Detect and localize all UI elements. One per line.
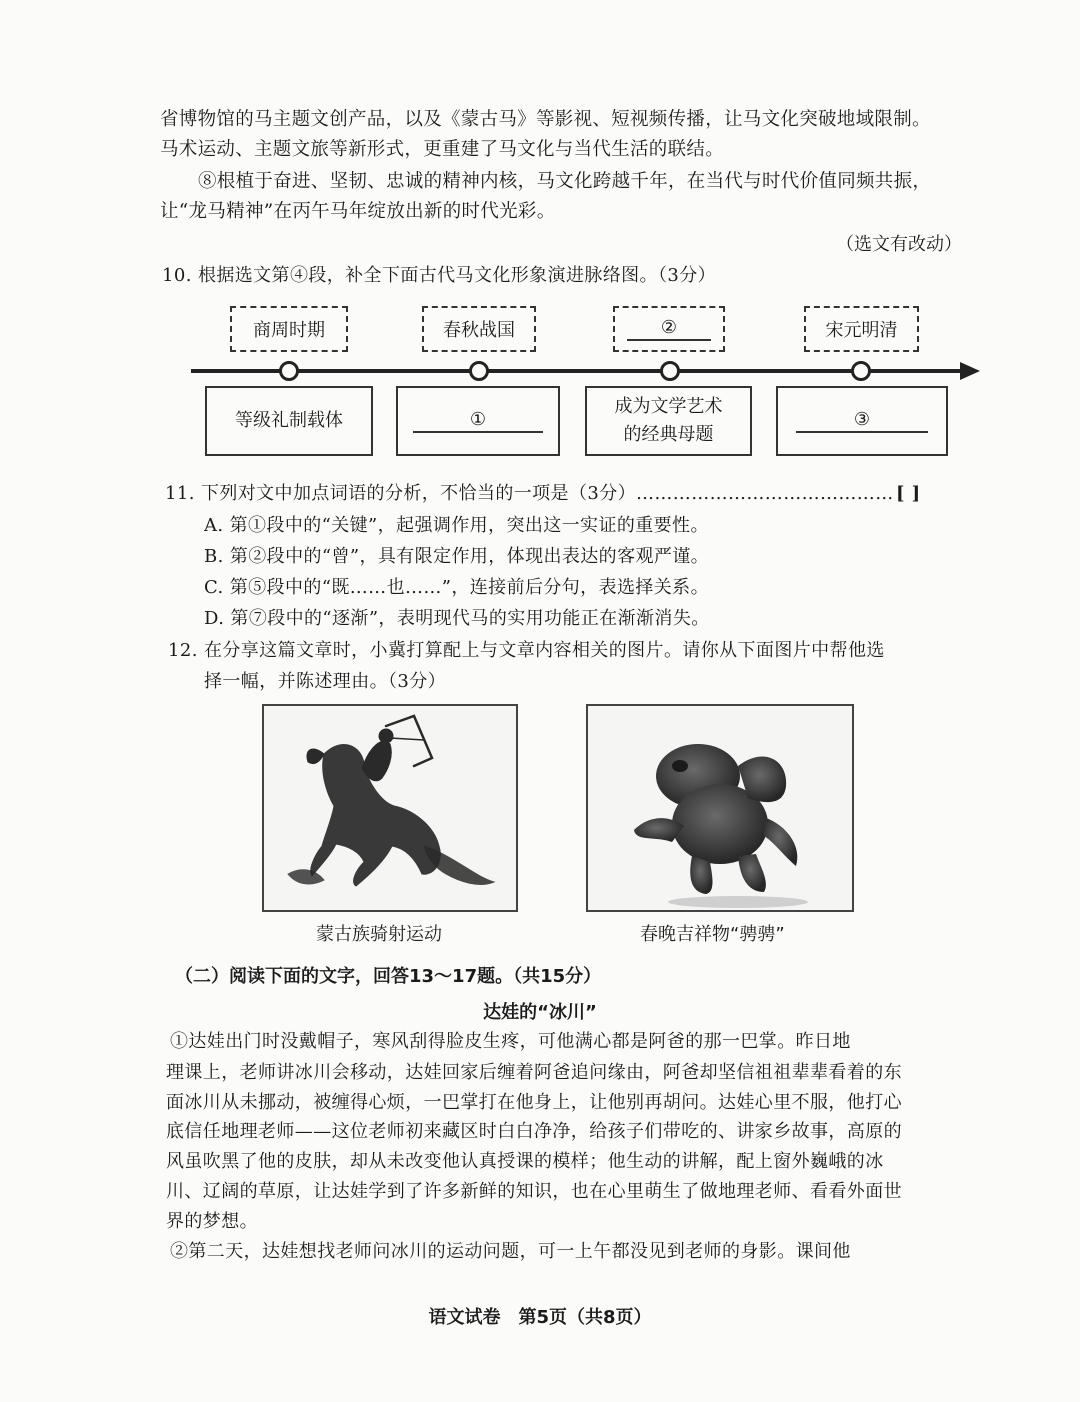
article-line: 底信任地理老师——这位老师初来藏区时白白净净，给孩子们带吃的、讲家乡故事，高原的 [166, 1121, 902, 1142]
description-box-blank-3[interactable] [776, 386, 948, 456]
article-line: 川、辽阔的草原，让达娃学到了许多新鲜的知识，也在心里萌生了做地理老师、看看外面世 [166, 1181, 902, 1202]
article-title: 达娃的“冰川” [483, 1002, 597, 1023]
timeline-node [851, 361, 871, 381]
horse-mascot-icon [588, 706, 852, 910]
option-b: B. 第②段中的“曾”，具有限定作用，体现出表达的客观严谨。 [204, 546, 710, 567]
question-12-stem: 12. 在分享这篇文章时，小冀打算配上与文章内容相关的图片。请你从下面图片中帮他选 [168, 640, 885, 661]
description-box-3: 成为文学艺术 的经典母题 [585, 386, 752, 456]
description-box-blank-1[interactable] [396, 386, 560, 456]
source-note: （选文有改动） [836, 234, 962, 255]
period-box-blank-2[interactable] [613, 306, 725, 352]
answer-blank-2[interactable]: ② [627, 317, 711, 341]
timeline-arrow-icon [960, 362, 980, 380]
answer-blank-3[interactable]: ③ [796, 409, 928, 433]
timeline-axis [191, 369, 963, 373]
timeline-node [660, 361, 680, 381]
question-10-stem: 10. 根据选文第④段，补全下面古代马文化形象演进脉络图。（3分） [162, 265, 716, 286]
image-option-2[interactable] [586, 704, 854, 912]
option-d: D. 第⑦段中的“逐渐”，表明现代马的实用功能正在渐渐消失。 [204, 608, 710, 629]
timeline-node [279, 361, 299, 381]
passage-line: 马术运动、主题文旅等新形式，更重建了马文化与当代生活的联结。 [160, 139, 725, 160]
answer-blank-1[interactable]: ① [413, 409, 543, 433]
article-line: 理课上，老师讲冰川会移动，达娃回家后缠着阿爸追问缘由，阿爸却坚信祖祖辈辈看着的东 [166, 1062, 902, 1083]
period-box-songyuanmingqing: 宋元明清 [804, 306, 919, 352]
section-2-heading: （二）阅读下面的文字，回答13～17题。（共15分） [175, 966, 602, 987]
question-11-stem: 11. 下列对文中加点词语的分析，不恰当的一项是（3分）…………………………………… [165, 483, 894, 504]
horse-archer-ink-icon [264, 706, 516, 910]
period-box-shangzhou: 商周时期 [230, 306, 348, 352]
passage-line: 让“龙马精神”在丙午马年绽放出新的时代光彩。 [160, 201, 556, 222]
answer-bracket[interactable]: [ ] [896, 483, 921, 504]
description-box-1: 等级礼制载体 [205, 386, 373, 456]
page-footer: 语文试卷 第5页（共8页） [428, 1307, 652, 1328]
article-line: ①达娃出门时没戴帽子，寒风刮得脸皮生疼，可他满心都是阿爸的那一巴掌。昨日地 [170, 1031, 851, 1052]
image-caption-2: 春晚吉祥物“骋骋” [640, 924, 785, 945]
image-caption-1: 蒙古族骑射运动 [316, 924, 442, 945]
passage-line: 省博物馆的马主题文创产品，以及《蒙古马》等影视、短视频传播，让马文化突破地域限制。 [160, 109, 931, 130]
article-line: ②第二天，达娃想找老师问冰川的运动问题，可一上午都没见到老师的身影。课间他 [170, 1241, 851, 1262]
article-line: 风虽吹黑了他的皮肤，却从未改变他认真授课的模样；他生动的讲解，配上窗外巍峨的冰 [166, 1151, 884, 1172]
question-12-stem-cont: 择一幅，并陈述理由。（3分） [204, 671, 447, 692]
article-line: 界的梦想。 [166, 1211, 258, 1232]
passage-line: ⑧根植于奋进、坚韧、忠诚的精神内核，马文化跨越千年，在当代与时代价值同频共振， [198, 171, 932, 192]
timeline-node [469, 361, 489, 381]
option-a: A. 第①段中的“关键”，起强调作用，突出这一实证的重要性。 [204, 515, 709, 536]
culture-timeline-diagram [185, 300, 985, 465]
image-option-1[interactable] [262, 704, 518, 912]
option-c: C. 第⑤段中的“既……也……”，连接前后分句，表选择关系。 [204, 577, 709, 598]
article-line: 面冰川从未挪动，被缠得心烦，一巴掌打在他身上，让他别再胡问。达娃心里不服，他打心 [166, 1092, 902, 1113]
period-box-chunqiu: 春秋战国 [422, 306, 536, 352]
